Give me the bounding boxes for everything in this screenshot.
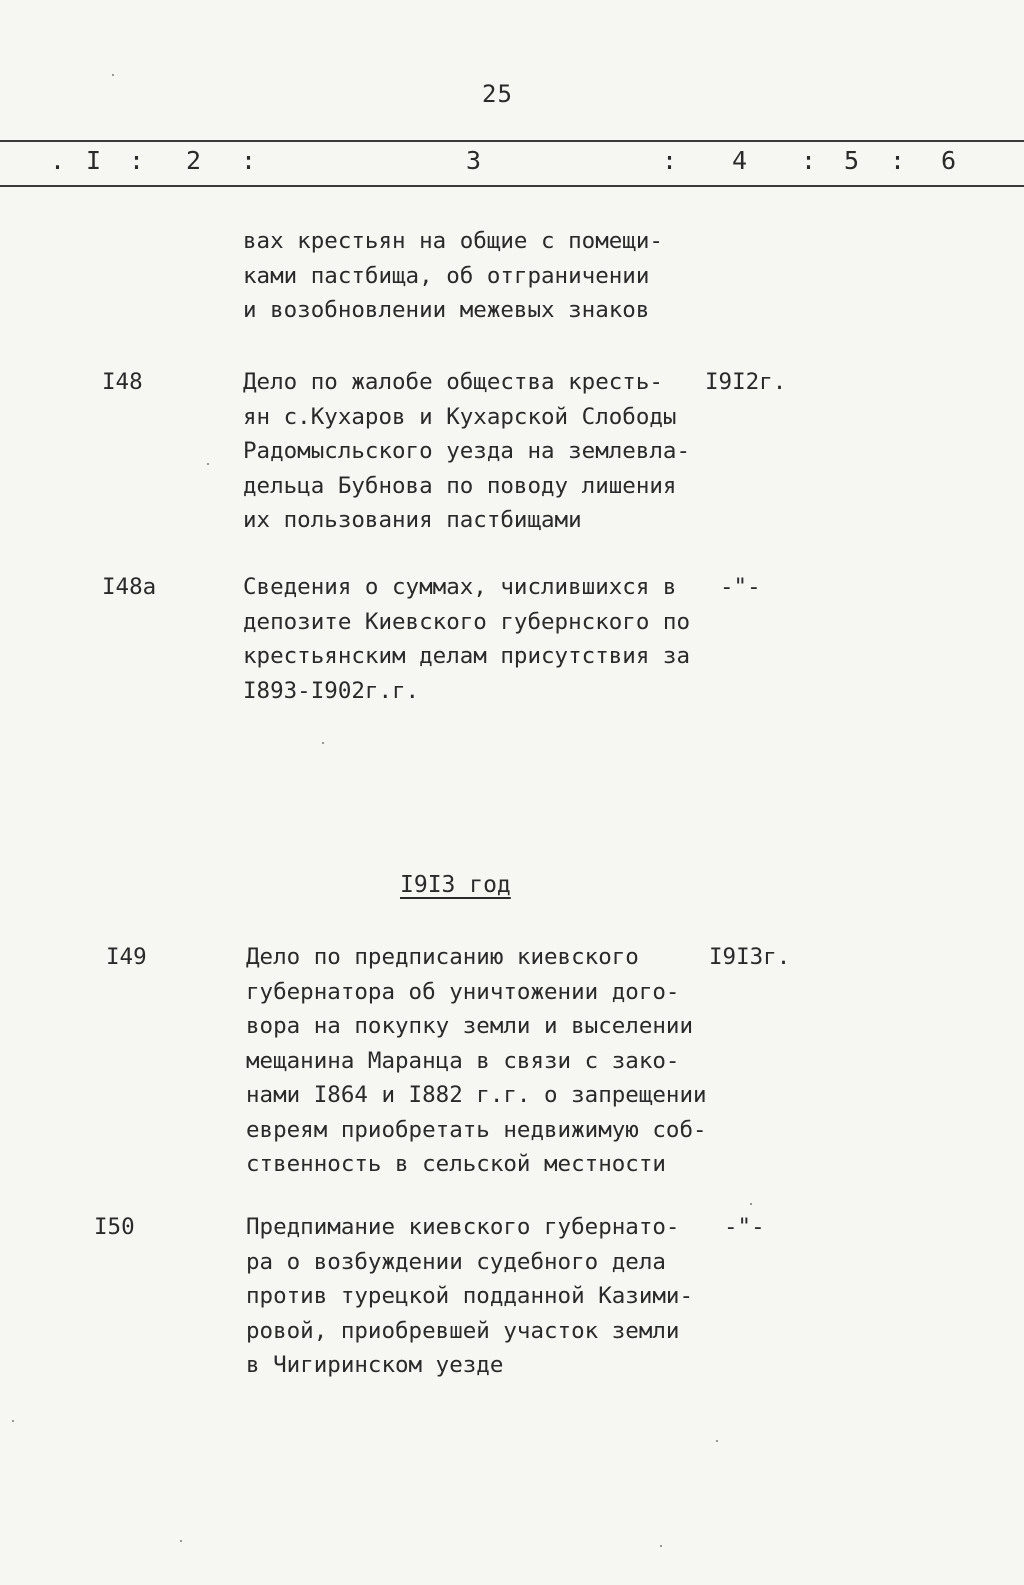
scan-speck [180, 1540, 182, 1542]
text-line: ра о возбуждении судебного дела [246, 1248, 666, 1275]
entry-date: -"- [724, 1214, 765, 1240]
column-header-5: 5 [844, 146, 860, 175]
entry-number: I48 [102, 369, 143, 395]
text-line: мещанина Маранца в связи с зако- [246, 1047, 680, 1074]
text-line: вора на покупку земли и выселении [246, 1013, 694, 1039]
scan-speck [207, 463, 209, 465]
text-line: вах крестьян на общие с помещи- [243, 228, 663, 254]
text-line: дельца Бубнова по поводу лишения [243, 472, 677, 499]
text-line: ками пастбища, об отграничении [243, 262, 650, 289]
text-line: Сведения о суммах, числившихся в [243, 574, 677, 600]
page-number: 25 [482, 80, 513, 108]
year-heading: I9I3 год [400, 872, 511, 898]
column-separator: : [241, 146, 257, 175]
text-line: их пользования пастбищами [243, 507, 582, 533]
header-top-rule [0, 140, 1024, 142]
column-header-dot: . [50, 146, 66, 175]
text-line: и возобновлении межевых знаков [243, 297, 650, 323]
scan-speck [12, 1420, 14, 1422]
entry-number: I50 [94, 1214, 135, 1240]
entry-description [246, 1210, 693, 1383]
entry-description [246, 940, 707, 1182]
text-line: ственность в сельской местности [246, 1151, 666, 1177]
entry-description [243, 365, 690, 538]
text-line: евреям приобретать недвижимую соб- [246, 1116, 707, 1143]
text-line: Дело по жалобе общества кресть- [243, 369, 663, 395]
text-line: Дело по предписанию киевского [246, 944, 639, 970]
column-separator: : [662, 146, 678, 175]
column-header-1: I [86, 146, 102, 175]
scan-speck [750, 1203, 752, 1205]
text-line: нами I864 и I882 г.г. о запрещении [246, 1082, 707, 1108]
entry-number: I48а [102, 574, 157, 600]
text-line: в Чигиринском уезде [246, 1352, 504, 1378]
scan-speck [716, 1440, 718, 1442]
scan-speck [660, 1545, 662, 1547]
column-separator: : [129, 146, 145, 175]
entry-date: I9I2г. [705, 369, 787, 395]
column-header-3: 3 [466, 146, 482, 175]
text-line: ровой, приобревшей участок земли [246, 1317, 680, 1344]
text-line: против турецкой подданной Казими- [246, 1283, 694, 1309]
text-line: крестьянским делам присутствия за [243, 643, 691, 669]
column-header-4: 4 [732, 146, 748, 175]
entry-date: -"- [720, 574, 761, 600]
column-header-2: 2 [186, 146, 202, 175]
text-line: Предпимание киевского губернато- [246, 1214, 680, 1240]
header-bottom-rule [0, 185, 1024, 187]
text-line: депозите Киевского губернского по [243, 608, 691, 635]
text-line: ян с.Кухаров и Кухарской Слободы [243, 403, 677, 430]
scan-speck [112, 74, 114, 76]
scan-speck [322, 742, 324, 744]
entry-date: I9I3г. [709, 944, 791, 970]
column-separator: : [890, 146, 906, 175]
column-header-6: 6 [941, 146, 957, 175]
entry-description [243, 570, 690, 708]
entry-number: I49 [106, 944, 147, 970]
text-line: губернатора об уничтожении дого- [246, 978, 680, 1005]
continuation-text [243, 224, 663, 328]
column-separator: : [801, 146, 817, 175]
text-line: I893-I902г.г. [243, 677, 420, 704]
text-line: Радомысльского уезда на землевла- [243, 438, 691, 464]
